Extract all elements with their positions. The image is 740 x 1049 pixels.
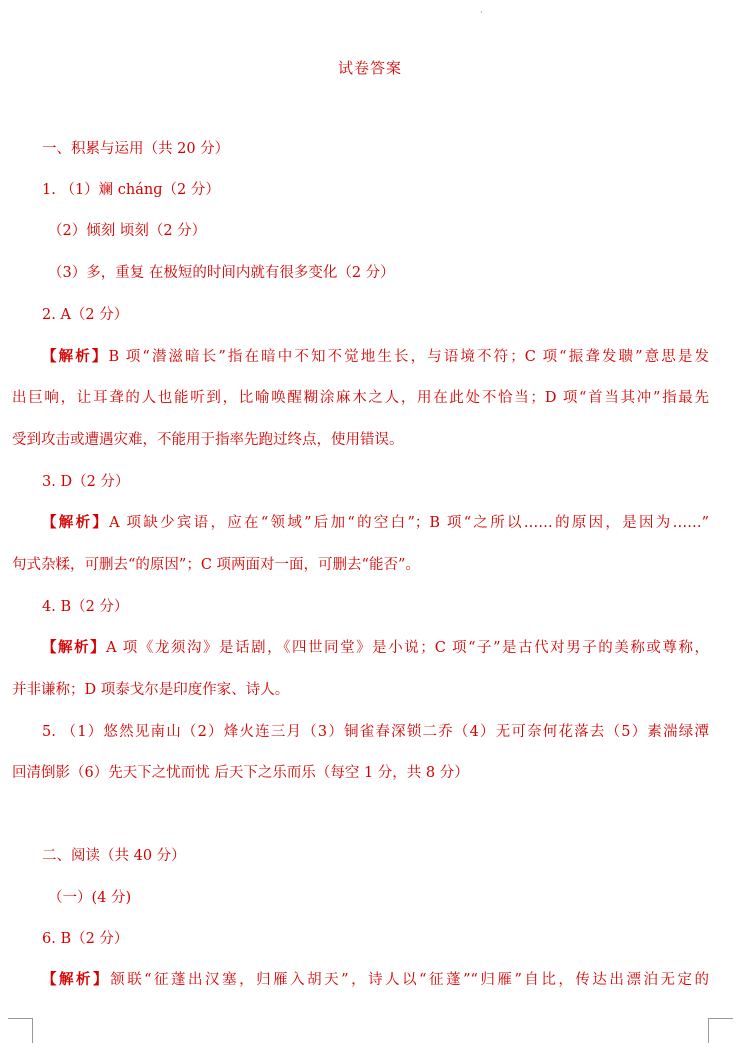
- analysis-tag: 【解析】: [42, 348, 109, 365]
- q3-answer: 3. D（2 分）: [42, 474, 130, 490]
- page-corner-mark-right: [708, 1018, 733, 1043]
- analysis-tag: 【解析】: [42, 971, 111, 988]
- q6-answer: 6. B（2 分）: [42, 931, 129, 947]
- section-heading-2: 二、阅读（共 40 分）: [42, 848, 186, 864]
- q2-answer: 2. A（2 分）: [42, 307, 129, 323]
- q5-answer-line-1: 5. （1）悠然见南山（2）烽火连三月（3）铜雀春深锁二乔（4）无可奈何花落去（5）素湍绿潭: [42, 724, 709, 740]
- q4-answer: 4. B（2 分）: [42, 599, 129, 615]
- q3-analysis-line-1: 【解析】A 项缺少宾语，应在“领域”后加“的空白”；B 项“之所以……的原因，是因为……”: [42, 514, 709, 531]
- q1-answer-2: （2）倾刻 顷刻（2 分）: [48, 223, 207, 239]
- q1-answer-3: （3）多，重复 在极短的时间内就有很多变化（2 分）: [48, 265, 395, 281]
- section-heading-1: 一、积累与运用（共 20 分）: [42, 141, 230, 157]
- analysis-tag: 【解析】: [42, 639, 107, 656]
- page-corner-mark-left: [8, 1018, 33, 1043]
- header-mark: ·: [480, 8, 483, 18]
- q5-answer-line-2: 回清倒影（6）先天下之忧而忧 后天下之乐而乐（每空 1 分，共 8 分）: [12, 765, 469, 781]
- q2-analysis-line-3: 受到攻击或遭遇灾难，不能用于指率先跑过终点，使用错误。: [12, 432, 404, 448]
- q6-analysis-line-1: 【解析】颔联“征蓬出汉塞，归雁入胡天”，诗人以“征蓬”“归雁”自比，传达出漂泊无定的: [42, 971, 710, 988]
- q1-answer-1: 1. （1）斓 chánɡ（2 分）: [42, 182, 220, 198]
- q2-analysis-line-2: 出巨响，让耳聋的人也能听到，比喻唤醒糊涂麻木之人，用在此处不恰当；D 项“首当其冲”指最先: [12, 390, 709, 406]
- q4-analysis-line-2: 并非谦称；D 项泰戈尔是印度作家、诗人。: [12, 682, 290, 698]
- analysis-tag: 【解析】: [42, 514, 110, 531]
- q4-analysis-line-1: 【解析】A 项《龙须沟》是话剧，《四世同堂》是小说；C 项“子”是古代对男子的美称或尊称，: [42, 639, 710, 656]
- page-title: 试卷答案: [337, 59, 402, 77]
- subsection-heading-1: （一）(4 分): [48, 890, 132, 906]
- q2-analysis-line-1: 【解析】B 项“潜滋暗长”指在暗中不知不觉地生长，与语境不符；C 项“振聋发聩”意思是发: [42, 348, 709, 365]
- q3-analysis-line-2: 句式杂糅，可删去“的原因”；C 项两面对一面，可删去“能否”。: [12, 557, 420, 573]
